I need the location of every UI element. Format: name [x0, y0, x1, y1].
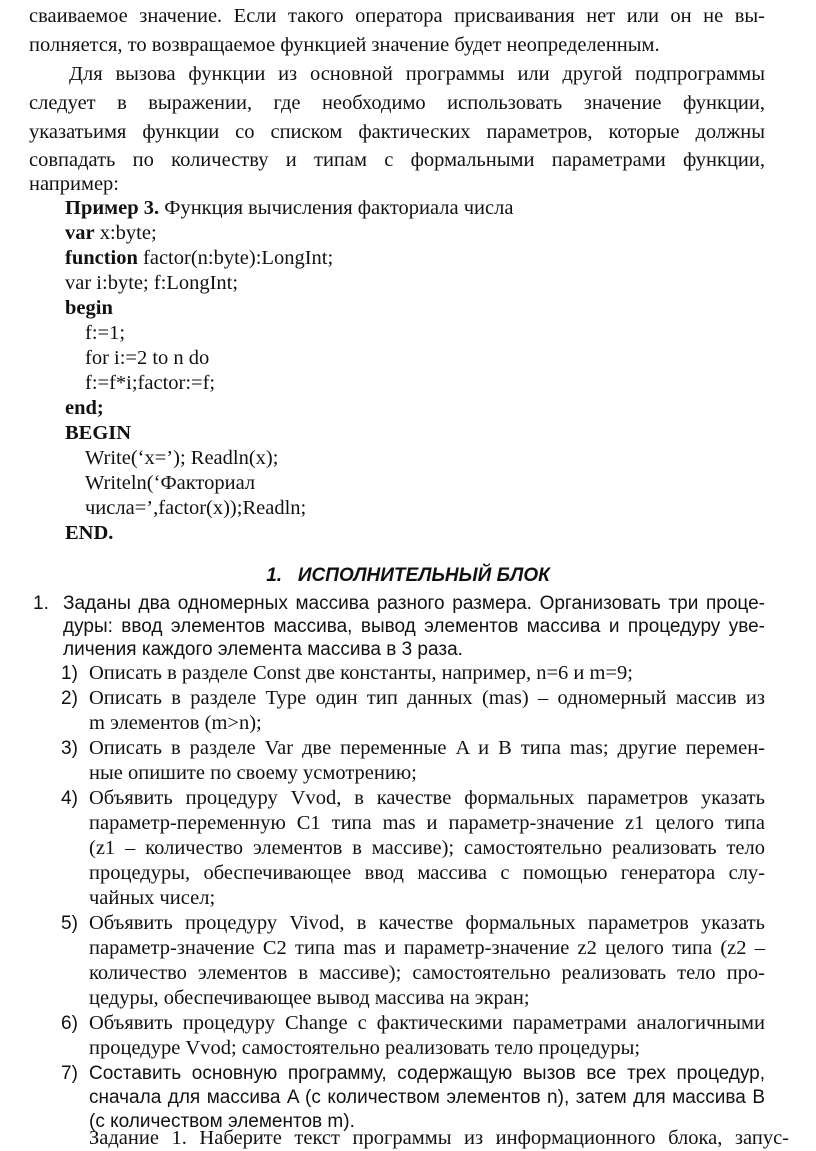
item-line: Объявить процедуру Vvod, в качестве формальных параметров указать	[89, 787, 765, 809]
code-line: for i:=2 to n do	[85, 347, 210, 369]
task-line: личения каждого элемента массива в 3 раза.	[63, 639, 463, 660]
paragraph-line: следует в выражении, где необходимо использовать значение функции,	[29, 92, 765, 114]
example-title: Функция вычисления факториала числа	[159, 197, 514, 219]
code-line: Write(‘x=’); Readln(x);	[85, 447, 279, 469]
code-line: end;	[65, 397, 104, 419]
code-line: BEGIN	[65, 422, 132, 444]
item-number: 3)	[61, 738, 78, 759]
item-line: параметр-значение C2 типа mas и параметр-значение z2 целого типа (z2 –	[89, 937, 765, 959]
code-line: begin	[65, 297, 113, 319]
code-line: f:=1;	[85, 322, 126, 344]
item-number: 6)	[61, 1013, 78, 1034]
code-line	[65, 221, 801, 246]
code-line	[65, 246, 801, 271]
task-line: дуры: ввод элементов массива, вывод элементов массива и процедуру уве-	[63, 616, 765, 637]
code-keyword: function	[65, 247, 138, 269]
task-number: 1.	[33, 593, 49, 614]
item-number: 1)	[61, 663, 78, 684]
item-line: процедуре Vvod; самостоятельно реализовать тело процедуры;	[89, 1037, 641, 1059]
code-text: x:byte;	[94, 222, 157, 244]
paragraph-line: совпадать по количеству и типам с формальными параметрами функции,	[29, 149, 765, 171]
paragraph-line: полняется, то возвращаемое функцией значение будет неопределенным.	[29, 34, 660, 56]
item-line: процедуры, обеспечивающее ввод массива с помощью генератора слу-	[89, 862, 765, 884]
item-line: (z1 – количество элементов в массиве); самостоятельно реализовать тело	[89, 837, 765, 859]
item-number: 2)	[61, 688, 78, 709]
task-line: Заданы два одномерных массива разного размера. Организовать три проце-	[63, 593, 765, 614]
section-title: ИСПОЛНИТЕЛЬНЫЙ БЛОК	[297, 565, 550, 586]
code-line: END.	[65, 522, 114, 544]
code-line: числа=’,factor(x));Readln;	[85, 497, 307, 519]
example-heading	[65, 196, 801, 221]
item-line: (с количеством элементов m).	[89, 1111, 355, 1132]
item-line: Объявить процедуру Vivod, в качестве формальных параметров указать	[89, 912, 765, 934]
item-line: Объявить процедуру Change с фактическими параметрами аналогичными	[89, 1012, 765, 1034]
example-label: Пример 3.	[65, 197, 160, 219]
item-number: 7)	[61, 1063, 78, 1084]
section-heading	[0, 563, 816, 588]
item-line: ные опишите по своему усмотрению;	[89, 762, 417, 784]
item-line: количество элементов в массиве); самостоятельно реализовать тело про-	[89, 962, 765, 984]
section-number: 1.	[266, 565, 283, 586]
paragraph-line: указатьимя функции со списком фактических параметров, которые должны	[29, 121, 765, 143]
item-line: цедуры, обеспечивающее вывод массива на экран;	[89, 987, 530, 1009]
item-line: Описать в разделе Type один тип данных (mas) – одномерный массив из	[89, 687, 765, 709]
item-line: m элементов (m>n);	[89, 712, 262, 734]
code-line: f:=f*i;factor:=f;	[85, 372, 216, 394]
item-number: 4)	[61, 788, 78, 809]
item-line: Составить основную программу, содержащую вызов все трех процедур,	[89, 1063, 765, 1084]
item-line: параметр-переменную C1 типа mas и параметр-значение z1 целого типа	[89, 812, 765, 834]
code-keyword: var	[65, 222, 95, 244]
item-line: сначала для массива A (с количеством элементов n), затем для массива B	[89, 1087, 765, 1108]
code-text: factor(n:byte):LongInt;	[137, 247, 334, 269]
assignment-line: Задание 1. Наберите текст программы из информационного блока, запус-	[89, 1127, 789, 1149]
item-line: Описать в разделе Const две константы, например, n=6 и m=9;	[89, 662, 633, 684]
paragraph-line: сваиваемое значение. Если такого оператора присваивания нет или он не вы-	[29, 5, 765, 27]
item-line: чайных чисел;	[89, 887, 216, 909]
code-line: Writeln(‘Факториал	[85, 472, 256, 494]
item-line: Описать в разделе Var две переменные A и B типа mas; другие перемен-	[89, 737, 765, 759]
paragraph-line: Для вызова функции из основной программы или другой подпрограммы	[69, 63, 765, 85]
item-number: 5)	[61, 913, 78, 934]
code-line: var i:byte; f:LongInt;	[65, 272, 239, 294]
paragraph-line: например:	[29, 173, 120, 195]
